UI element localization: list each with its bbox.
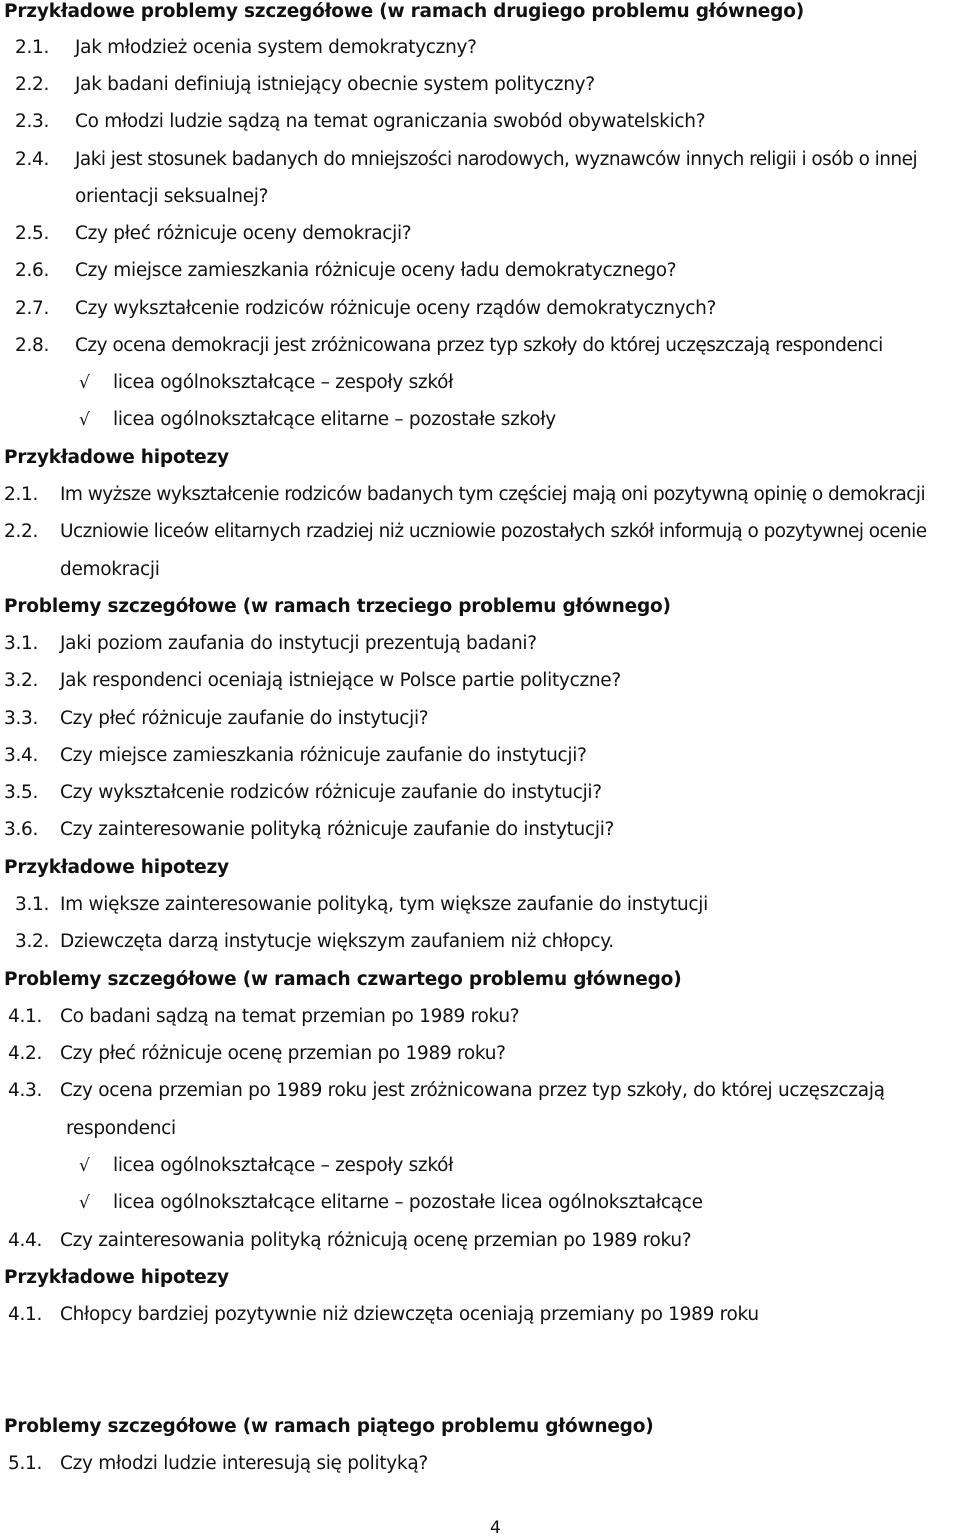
item-text: Jaki poziom zaufania do instytucji prezentują badani? <box>60 633 537 654</box>
item-number: 4.1. <box>8 1006 43 1027</box>
item-text: Jak badani definiują istniejący obecnie system polityczny? <box>75 74 595 95</box>
item-number: 2.6. <box>15 260 50 281</box>
checkmark-icon: √ <box>79 373 90 393</box>
item-text: Czy ocena demokracji jest zróżnicowana przez typ szkoły do której uczęszczają respondenci <box>75 335 883 356</box>
item-number: 4.2. <box>8 1043 43 1064</box>
item-text: Jak młodzież ocenia system demokratyczny? <box>75 37 477 58</box>
check-text: licea ogólnokształcące – zespoły szkół <box>113 372 454 393</box>
item-text: Czy zainteresowania polityką różnicują ocenę przemian po 1989 roku? <box>60 1230 692 1251</box>
item-text: Im większe zainteresowanie polityką, tym większe zaufanie do instytucji <box>60 894 708 915</box>
item-text: Jak respondenci oceniają istniejące w Polsce partie polityczne? <box>60 670 621 691</box>
item-text: Chłopcy bardziej pozytywnie niż dziewczęta oceniają przemiany po 1989 roku <box>60 1304 759 1325</box>
item-text: Czy zainteresowanie polityką różnicuje zaufanie do instytucji? <box>60 819 615 840</box>
check-text: licea ogólnokształcące – zespoły szkół <box>113 1155 454 1176</box>
item-text: Czy ocena przemian po 1989 roku jest zróżnicowana przez typ szkoły, do której uczęszczają <box>60 1080 885 1101</box>
check-text: licea ogólnokształcące elitarne – pozostałe szkoły <box>113 409 556 430</box>
item-number: 2.8. <box>15 335 50 356</box>
item-text: Czy młodzi ludzie interesują się polityką? <box>60 1453 428 1474</box>
item-number: 3.1. <box>4 633 39 654</box>
item-number: 2.5. <box>15 223 50 244</box>
item-text-cont: orientacji seksualnej? <box>75 186 269 207</box>
hypotheses-heading: Przykładowe hipotezy <box>4 857 229 878</box>
checkmark-icon: √ <box>79 410 90 430</box>
checkmark-icon: √ <box>79 1156 90 1176</box>
item-text: Czy płeć różnicuje oceny demokracji? <box>75 223 412 244</box>
item-number: 4.1. <box>8 1304 43 1325</box>
item-number: 2.7. <box>15 298 50 319</box>
item-number: 3.3. <box>4 708 39 729</box>
section-2-heading: Przykładowe problemy szczegółowe (w ramach drugiego problemu głównego) <box>4 1 804 22</box>
item-text: Czy wykształcenie rodziców różnicuje oceny rządów demokratycznych? <box>75 298 717 319</box>
item-text: Co badani sądzą na temat przemian po 1989 roku? <box>60 1006 520 1027</box>
item-text-cont: demokracji <box>60 559 160 580</box>
page-number: 4 <box>490 1518 501 1538</box>
item-text: Im wyższe wykształcenie rodziców badanych tym częściej mają oni pozytywną opinię o demokracji <box>60 484 926 505</box>
hypotheses-heading: Przykładowe hipotezy <box>4 447 229 468</box>
item-text: Czy wykształcenie rodziców różnicuje zaufanie do instytucji? <box>60 782 602 803</box>
item-number: 3.2. <box>4 670 39 691</box>
item-text: Uczniowie liceów elitarnych rzadziej niż uczniowie pozostałych szkół informują o pozytywnej ocenie <box>60 521 927 542</box>
item-number: 2.2. <box>15 74 50 95</box>
item-number: 2.4. <box>15 149 50 170</box>
item-number: 2.1. <box>4 484 39 505</box>
item-number: 3.6. <box>4 819 39 840</box>
item-number: 3.4. <box>4 745 39 766</box>
item-number: 2.2. <box>4 521 39 542</box>
check-text: licea ogólnokształcące elitarne – pozostałe licea ogólnokształcące <box>113 1192 703 1213</box>
section-4-heading: Problemy szczegółowe (w ramach czwartego problemu głównego) <box>4 969 682 990</box>
item-text: Czy płeć różnicuje zaufanie do instytucji? <box>60 708 429 729</box>
item-text: Jaki jest stosunek badanych do mniejszości narodowych, wyznawców innych religii i osób o innej <box>75 149 918 170</box>
section-3-heading: Problemy szczegółowe (w ramach trzeciego problemu głównego) <box>4 596 671 617</box>
item-number: 3.5. <box>4 782 39 803</box>
item-number: 2.1. <box>15 37 50 58</box>
checkmark-icon: √ <box>79 1193 90 1213</box>
item-number: 3.2. <box>15 931 50 952</box>
item-text: Co młodzi ludzie sądzą na temat ograniczania swobód obywatelskich? <box>75 111 706 132</box>
item-number: 4.3. <box>8 1080 43 1101</box>
item-number: 3.1. <box>15 894 50 915</box>
item-text-cont: respondenci <box>66 1118 176 1139</box>
item-number: 2.3. <box>15 111 50 132</box>
item-text: Czy miejsce zamieszkania różnicuje zaufanie do instytucji? <box>60 745 587 766</box>
section-5-heading: Problemy szczegółowe (w ramach piątego problemu głównego) <box>4 1416 654 1437</box>
item-text: Dziewczęta darzą instytucje większym zaufaniem niż chłopcy. <box>60 931 614 952</box>
item-number: 4.4. <box>8 1230 43 1251</box>
item-text: Czy płeć różnicuje ocenę przemian po 1989 roku? <box>60 1043 506 1064</box>
hypotheses-heading: Przykładowe hipotezy <box>4 1267 229 1288</box>
item-number: 5.1. <box>8 1453 43 1474</box>
item-text: Czy miejsce zamieszkania różnicuje oceny ładu demokratycznego? <box>75 260 677 281</box>
